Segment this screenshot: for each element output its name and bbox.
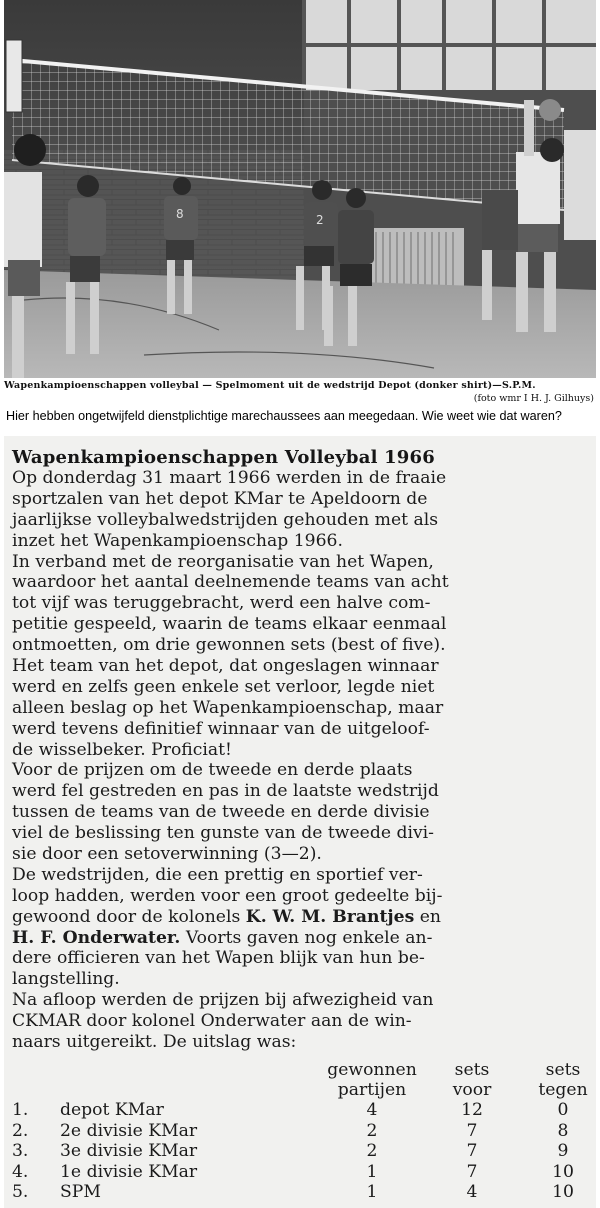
won: 2 [366,1141,378,1162]
table-row [12,1162,592,1183]
sets-for: 7 [466,1141,478,1162]
rank: 1. [12,1100,29,1120]
body-line: waardoor het aantal deelnemende teams van acht [12,572,449,593]
header-won-1: gewonnen [327,1060,417,1080]
line-text: en [414,906,441,927]
team: 3e divisie KMar [60,1141,198,1162]
body-line: inzet het Wapenkampioenschap 1966. [12,530,343,551]
article-scan [4,436,596,1208]
header-sets-against-2: tegen [538,1080,588,1100]
body-line: jaarlijkse volleybalwedstrijden gehouden met als [12,509,439,530]
svg-text:8: 8 [176,207,184,221]
sets-against: 9 [557,1141,569,1162]
sets-against: 0 [557,1100,569,1120]
body-line: werd tevens definitief winnaar van de uitgeloof- [12,718,430,739]
sets-against: 10 [552,1182,574,1203]
header-sets-against-1: sets [545,1060,581,1080]
body-line: naars uitgereikt. De uitslag was: [12,1032,297,1053]
header-sets-for [437,1060,507,1100]
header-sets-for-2: voor [452,1080,492,1100]
body-line: tussen de teams van de tweede en derde divisie [12,802,430,823]
header-won-2: partijen [337,1080,407,1100]
sets-for: 7 [466,1120,478,1141]
won: 2 [366,1120,378,1141]
body-line: loop hadden, werden voor een groot gedeelte bij- [12,885,443,906]
line-text: gewoond door de kolonels [12,906,246,927]
rank: 2. [12,1120,29,1141]
body-line: alleen beslag op het Wapenkampioenschap, maar [12,697,444,718]
table-row [12,1182,592,1203]
sets-for: 12 [461,1100,483,1120]
rank: 4. [12,1161,29,1182]
photo-illustration [4,0,596,378]
header-sets-against [528,1060,598,1100]
body-line: Voor de prijzen om de tweede en derde plaats [12,760,413,781]
won: 4 [366,1100,378,1120]
won: 1 [366,1182,378,1203]
body-line: Na afloop werden de prijzen bij afwezigheid van [12,990,434,1011]
rank: 5. [12,1182,29,1203]
body-line: Het team van het depot, dat ongeslagen winnaar [12,656,439,677]
body-line: In verband met de reorganisatie van het Wapen, [12,551,434,572]
body-line [12,928,592,949]
body-line: sie door een setoverwinning (3—2). [12,844,322,865]
line-text: Voorts gaven nog enkele an- [180,927,433,948]
header-won [312,1060,432,1100]
body-line: dere officieren van het Wapen blijk van hun be- [12,948,425,969]
body-line: ontmoetten, om drie gewonnen sets (best of five). [12,635,446,656]
sets-for: 4 [466,1182,478,1203]
photo-caption: Wapenkampioenschappen volleybal — Spelmoment uit de wedstrijd Depot (donker shirt)—S.P.M. [4,380,536,391]
rank: 3. [12,1141,29,1162]
results-table [12,1060,592,1203]
name-brantjes: K. W. M. Brantjes [245,906,415,927]
body-line: werd en zelfs geen enkele set verloor, legde niet [12,676,435,697]
results-header [12,1060,592,1100]
web-note: Hier hebben ongetwijfeld dienstplichtige marechaussees aan meegedaan. Wie weet wie dat waren? [6,409,562,423]
header-sets-for-1: sets [454,1060,490,1080]
team: 2e divisie KMar [60,1120,198,1141]
body-line: tot vijf was teruggebracht, werd een halve com- [12,593,431,614]
body-line: De wedstrijden, die een prettig en sportief ver- [12,864,423,885]
name-onderwater: H. F. Onderwater. [12,927,181,948]
body-line: sportzalen van het depot KMar te Apeldoorn de [12,488,428,509]
photo-credit: (foto wmr I H. J. Gilhuys) [473,393,594,404]
body-line: viel de beslissing ten gunste van de tweede divi- [12,823,434,844]
article-title: Wapenkampioenschappen Volleybal 1966 [12,447,435,468]
team: 1e divisie KMar [60,1161,198,1182]
table-row [12,1141,592,1162]
body-line: Op donderdag 31 maart 1966 werden in de fraaie [12,468,447,488]
body-line [12,907,592,928]
volleyball-photo [4,0,596,378]
body-line: petitie gespeeld, waarin de teams elkaar eenmaal [12,614,447,635]
sets-against: 8 [557,1120,569,1141]
sets-against: 10 [552,1161,574,1182]
body-line: de wisselbeker. Proficiat! [12,739,232,760]
article-body [12,468,592,1053]
table-row [12,1121,592,1142]
team: depot KMar [60,1100,164,1120]
team: SPM [60,1182,101,1203]
won: 1 [366,1161,378,1182]
table-row [12,1100,592,1121]
body-line: werd fel gestreden en pas in de laatste wedstrijd [12,781,439,802]
body-line: langstelling. [12,969,120,990]
sets-for: 7 [466,1161,478,1182]
body-line: CKMAR door kolonel Onderwater aan de win- [12,1011,412,1032]
svg-text:2: 2 [316,213,324,227]
